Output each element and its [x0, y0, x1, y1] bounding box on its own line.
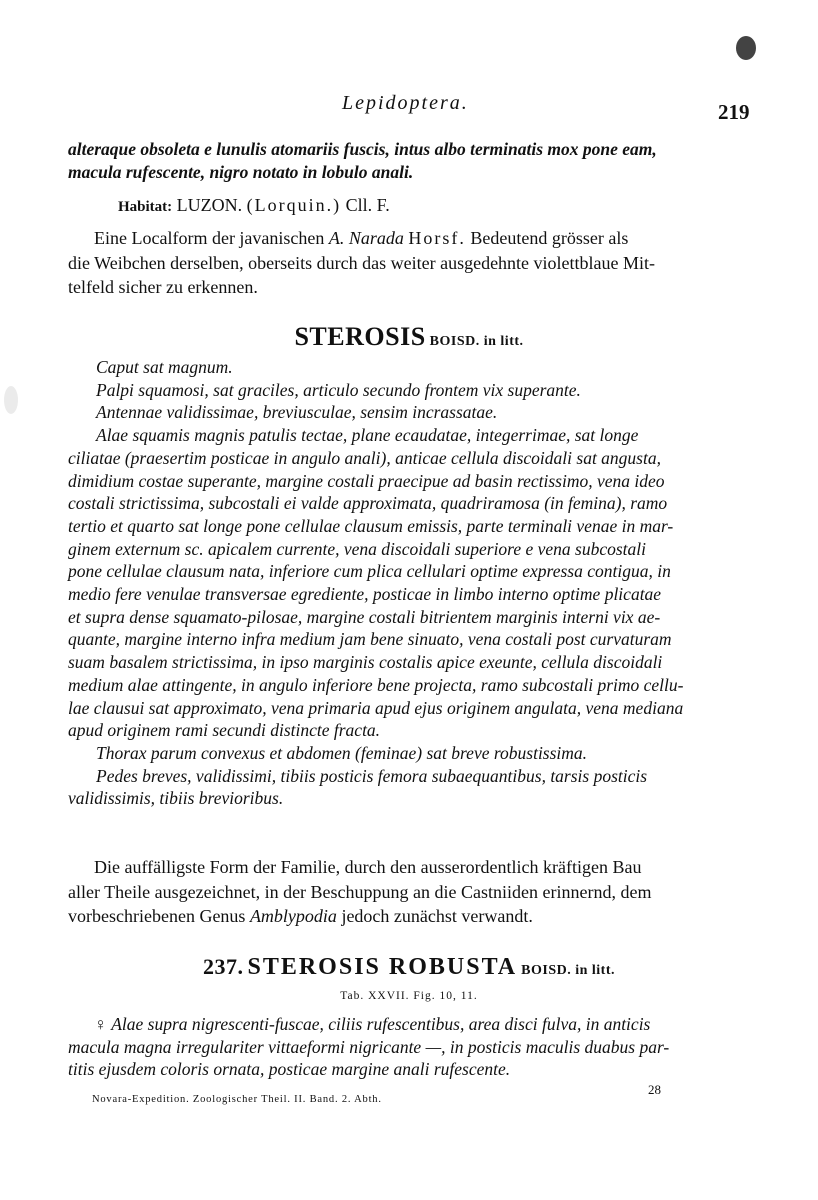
plate-reference: Tab. XXVII. Fig. 10, 11.	[340, 990, 478, 1002]
text-line: ginem externum sc. apicalem currente, vena discoidali superiore e vena subcostali	[68, 538, 647, 559]
habitat-collector: (Lorquin.)	[246, 195, 342, 215]
text-line	[68, 904, 754, 929]
text-line: suam basalem strictissima, in ipso marginis costalis apice exeunte, cellula discoidali	[68, 652, 663, 673]
habitat-collection: Cll. F.	[345, 195, 390, 215]
continuation-text	[68, 138, 754, 183]
genus-author: BOISD.	[429, 334, 480, 349]
text-line: telfeld sicher zu erkennen.	[68, 277, 258, 297]
text-line: lae clausui sat approximato, vena primaria apud ejus originem angulata, vena mediana	[68, 697, 684, 718]
habitat-label: Habitat:	[118, 199, 173, 215]
genus-remark	[68, 855, 754, 929]
footer-imprint: Novara-Expedition. Zoologischer Theil. II. Band. 2. Abth.	[92, 1094, 382, 1105]
species-note: in litt.	[575, 963, 615, 978]
text-line: Thorax parum convexus et abdomen (feminae) sat breve robustissima.	[96, 742, 588, 763]
text-line: costali strictissima, subcostali ei valde approximata, quadriramosa (in femina), ramo	[68, 493, 668, 514]
text-line: alteraque obsoleta e lunulis atomariis fuscis, intus albo terminatis mox pone eam,	[68, 139, 657, 159]
text-line: quante, margine interno infra medium jam bene sinuato, vena costali post curvaturam	[68, 629, 672, 650]
remark-text: jedoch zunächst verwandt.	[336, 906, 533, 926]
text-line: et supra dense squamato-pilosae, margine costali bitrientem marginis interni vix ae-	[68, 606, 661, 627]
signature-mark: 28	[648, 1082, 661, 1097]
species-number: 237.	[202, 954, 244, 979]
ink-blot	[736, 36, 756, 60]
text-line: medium alae attingente, in angulo inferiore bene projecta, ramo subcostali primo cellu-	[68, 674, 684, 695]
text-line: dimidium costae superante, margine costali praecipue ad basin rectissimo, vena ideo	[68, 470, 665, 491]
remark-text: Bedeutend grösser als	[465, 228, 629, 248]
female-symbol: ♀	[94, 1014, 108, 1034]
genus-note: in litt.	[483, 334, 524, 349]
species-name: A. Narada	[328, 228, 404, 248]
remark-text: vorbeschriebenen Genus	[68, 906, 250, 926]
text-line: pone cellulae clausum nata, inferiore cum plica cellulari optime expressa contigua, in	[68, 561, 671, 582]
remark-text: Eine Localform der javanischen	[94, 228, 329, 248]
text-line: die Weibchen derselben, oberseits durch das weiter ausgedehnte violettblaue Mit-	[68, 252, 656, 273]
genus-name: STEROSIS	[294, 322, 426, 351]
text-line	[68, 226, 754, 251]
species-heading	[0, 954, 818, 981]
text-line: ciliatae (praesertim posticae in angulo anali), anticae cellula discoidali sat angusta,	[68, 447, 661, 468]
text-line: Palpi squamosi, sat graciles, articulo secundo frontem vix superante.	[96, 379, 581, 400]
habitat-line	[118, 193, 804, 220]
running-head: Lepidoptera.	[342, 92, 469, 114]
paper-stain	[4, 386, 18, 414]
species-author: Horsf.	[408, 228, 466, 248]
text-line: Pedes breves, validissimi, tibiis posticis femora subaequantibus, tarsis posticis	[96, 765, 648, 786]
text-line: aller Theile ausgezeichnet, in der Beschuppung an die Castniiden erinnernd, dem	[68, 881, 652, 902]
text-line: validissimis, tibiis brevioribus.	[68, 788, 284, 809]
text-line: titis ejusdem coloris ornata, posticae margine anali rufescente.	[68, 1059, 511, 1080]
remark-paragraph	[68, 226, 754, 300]
text-line: tertio et quarto sat longe pone cellulae clausum emissis, parte terminali venae in mar-	[68, 515, 674, 536]
text-line: macula magna irregulariter vittaeformi nigricante —, in posticis maculis duabus par-	[68, 1036, 670, 1057]
species-author: BOISD.	[521, 963, 572, 978]
genus-reference: Amblypodia	[249, 906, 337, 926]
habitat-place: LUZON.	[176, 195, 243, 215]
species-description	[68, 1013, 754, 1081]
text-line: Caput sat magnum.	[96, 357, 233, 377]
text-line: medio fere venulae transversae egrediente, posticae in limbo interno optime plicatae	[68, 584, 662, 605]
text-line: Die auffälligste Form der Familie, durch den ausserordentlich kräftigen Bau	[94, 857, 642, 877]
genus-description	[68, 356, 754, 810]
page-number: 219	[718, 100, 750, 124]
text-line: Antennae validissimae, breviusculae, sensim incrassatae.	[96, 402, 498, 423]
text-line: macula rufescente, nigro notato in lobulo anali.	[68, 161, 414, 182]
text-line	[68, 1013, 754, 1036]
text-line: apud originem rami secundi distincte fracta.	[68, 720, 381, 741]
genus-heading	[0, 322, 818, 352]
description-text: Alae supra nigrescenti-fuscae, ciliis rufescentibus, area disci fulva, in anticis	[111, 1014, 651, 1034]
text-line: Alae squamis magnis patulis tectae, plane ecaudatae, integerrimae, sat longe	[96, 425, 639, 446]
species-name: STEROSIS ROBUSTA	[247, 954, 518, 980]
